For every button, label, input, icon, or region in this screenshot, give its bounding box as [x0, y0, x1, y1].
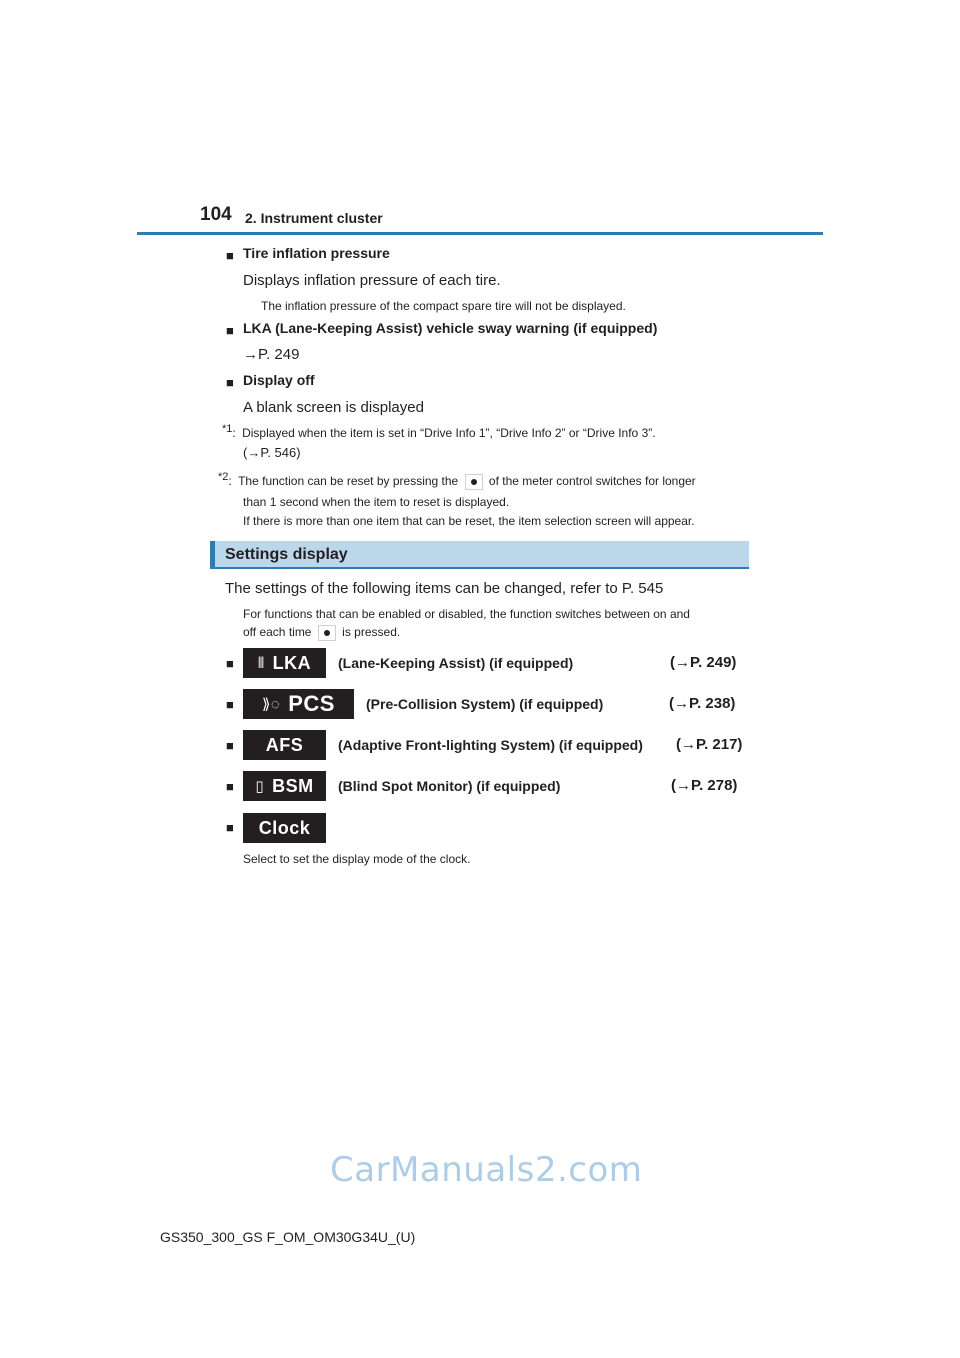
lka-ref[interactable]: (→P. 249) [670, 654, 737, 671]
pcs-badge [243, 689, 354, 719]
settings-intro: The settings of the following items can be changed, refer to P. 545 [225, 580, 664, 597]
footer-code: GS350_300_GS F_OM_OM30G34U_(U) [160, 1229, 416, 1245]
bullet-icon: ■ [226, 323, 234, 338]
settings-display-title: Settings display [225, 546, 348, 563]
item-note-tire: The inflation pressure of the compact spare tire will not be displayed. [261, 299, 626, 313]
footnote-2-mark: *2 [218, 471, 229, 483]
pcs-badge-label: PCS [288, 691, 335, 716]
footnote-2-text-b: of the meter control switches for longer [488, 474, 696, 488]
lane-keeping-icon: ⫴ [257, 654, 265, 672]
bullet-icon: ■ [226, 738, 234, 753]
settings-note-text-1: off each time [243, 625, 312, 640]
footnote-1 [222, 423, 656, 440]
bullet-icon: ■ [226, 820, 234, 835]
bsm-label: (Blind Spot Monitor) (if equipped) [338, 778, 561, 794]
pcs-label: (Pre-Collision System) (if equipped) [366, 696, 604, 712]
afs-label: (Adaptive Front-lighting System) (if equipped) [338, 737, 643, 753]
section-title: 2. Instrument cluster [245, 210, 383, 226]
lka-label: (Lane-Keeping Assist) (if equipped) [338, 655, 574, 671]
bullet-icon: ■ [226, 697, 234, 712]
item-body-tire: Displays inflation pressure of each tire. [243, 272, 501, 289]
afs-badge-label: AFS [265, 734, 304, 755]
bullet-icon: ■ [226, 779, 234, 794]
settings-note-line-2 [243, 625, 400, 641]
footnote-2-colon: : [228, 474, 232, 488]
footnote-1-mark: *1 [222, 423, 233, 435]
clock-badge [243, 813, 326, 843]
footnote-2-text-a: The function can be reset by pressing the [238, 474, 459, 488]
watermark-text: CarManuals2.com [330, 1150, 643, 1190]
footnote-1-text: Displayed when the item is set in “Drive Info 1”, “Drive Info 2” or “Drive Info 3”. [242, 426, 656, 440]
page-number: 104 [200, 204, 232, 225]
settings-note-line-1: For functions that can be enabled or disabled, the function switches between on and [243, 607, 690, 621]
bsm-ref[interactable]: (→P. 278) [671, 777, 738, 794]
clock-badge-label: Clock [258, 817, 311, 838]
clock-note: Select to set the display mode of the clock. [243, 852, 471, 866]
footnote-2 [218, 471, 696, 490]
footnote-1-colon: : [232, 426, 236, 440]
settings-note-text-2: is pressed. [342, 625, 401, 640]
header-rule [137, 232, 823, 235]
bsm-badge [243, 771, 326, 801]
settings-display-banner [210, 541, 749, 569]
afs-ref[interactable]: (→P. 217) [676, 736, 743, 753]
footnote-2-line-2: than 1 second when the item to reset is displayed. [243, 495, 510, 509]
lka-badge [243, 648, 326, 678]
pre-collision-icon: ⟫◌ [261, 696, 281, 713]
item-body-display-off: A blank screen is displayed [243, 399, 424, 416]
bullet-icon: ■ [226, 248, 234, 263]
afs-badge [243, 730, 326, 760]
meter-switch-icon [465, 474, 483, 490]
item-title-tire: Tire inflation pressure [243, 245, 390, 261]
meter-switch-icon [318, 625, 336, 641]
item-title-display-off: Display off [243, 372, 315, 388]
lka-badge-label: LKA [272, 652, 312, 673]
bullet-icon: ■ [226, 656, 234, 671]
blind-spot-icon: ▯ [255, 778, 265, 795]
item-title-lka-sway: LKA (Lane-Keeping Assist) vehicle sway warning (if equipped) [243, 320, 658, 336]
pcs-ref[interactable]: (→P. 238) [669, 695, 736, 712]
footnote-2-line-3: If there is more than one item that can be reset, the item selection screen will appear. [243, 514, 695, 528]
item-ref-lka-sway[interactable]: →P. 249 [243, 346, 300, 363]
bsm-badge-label: BSM [272, 775, 314, 796]
footnote-1-ref[interactable]: (→P. 546) [243, 445, 301, 460]
bullet-icon: ■ [226, 375, 234, 390]
